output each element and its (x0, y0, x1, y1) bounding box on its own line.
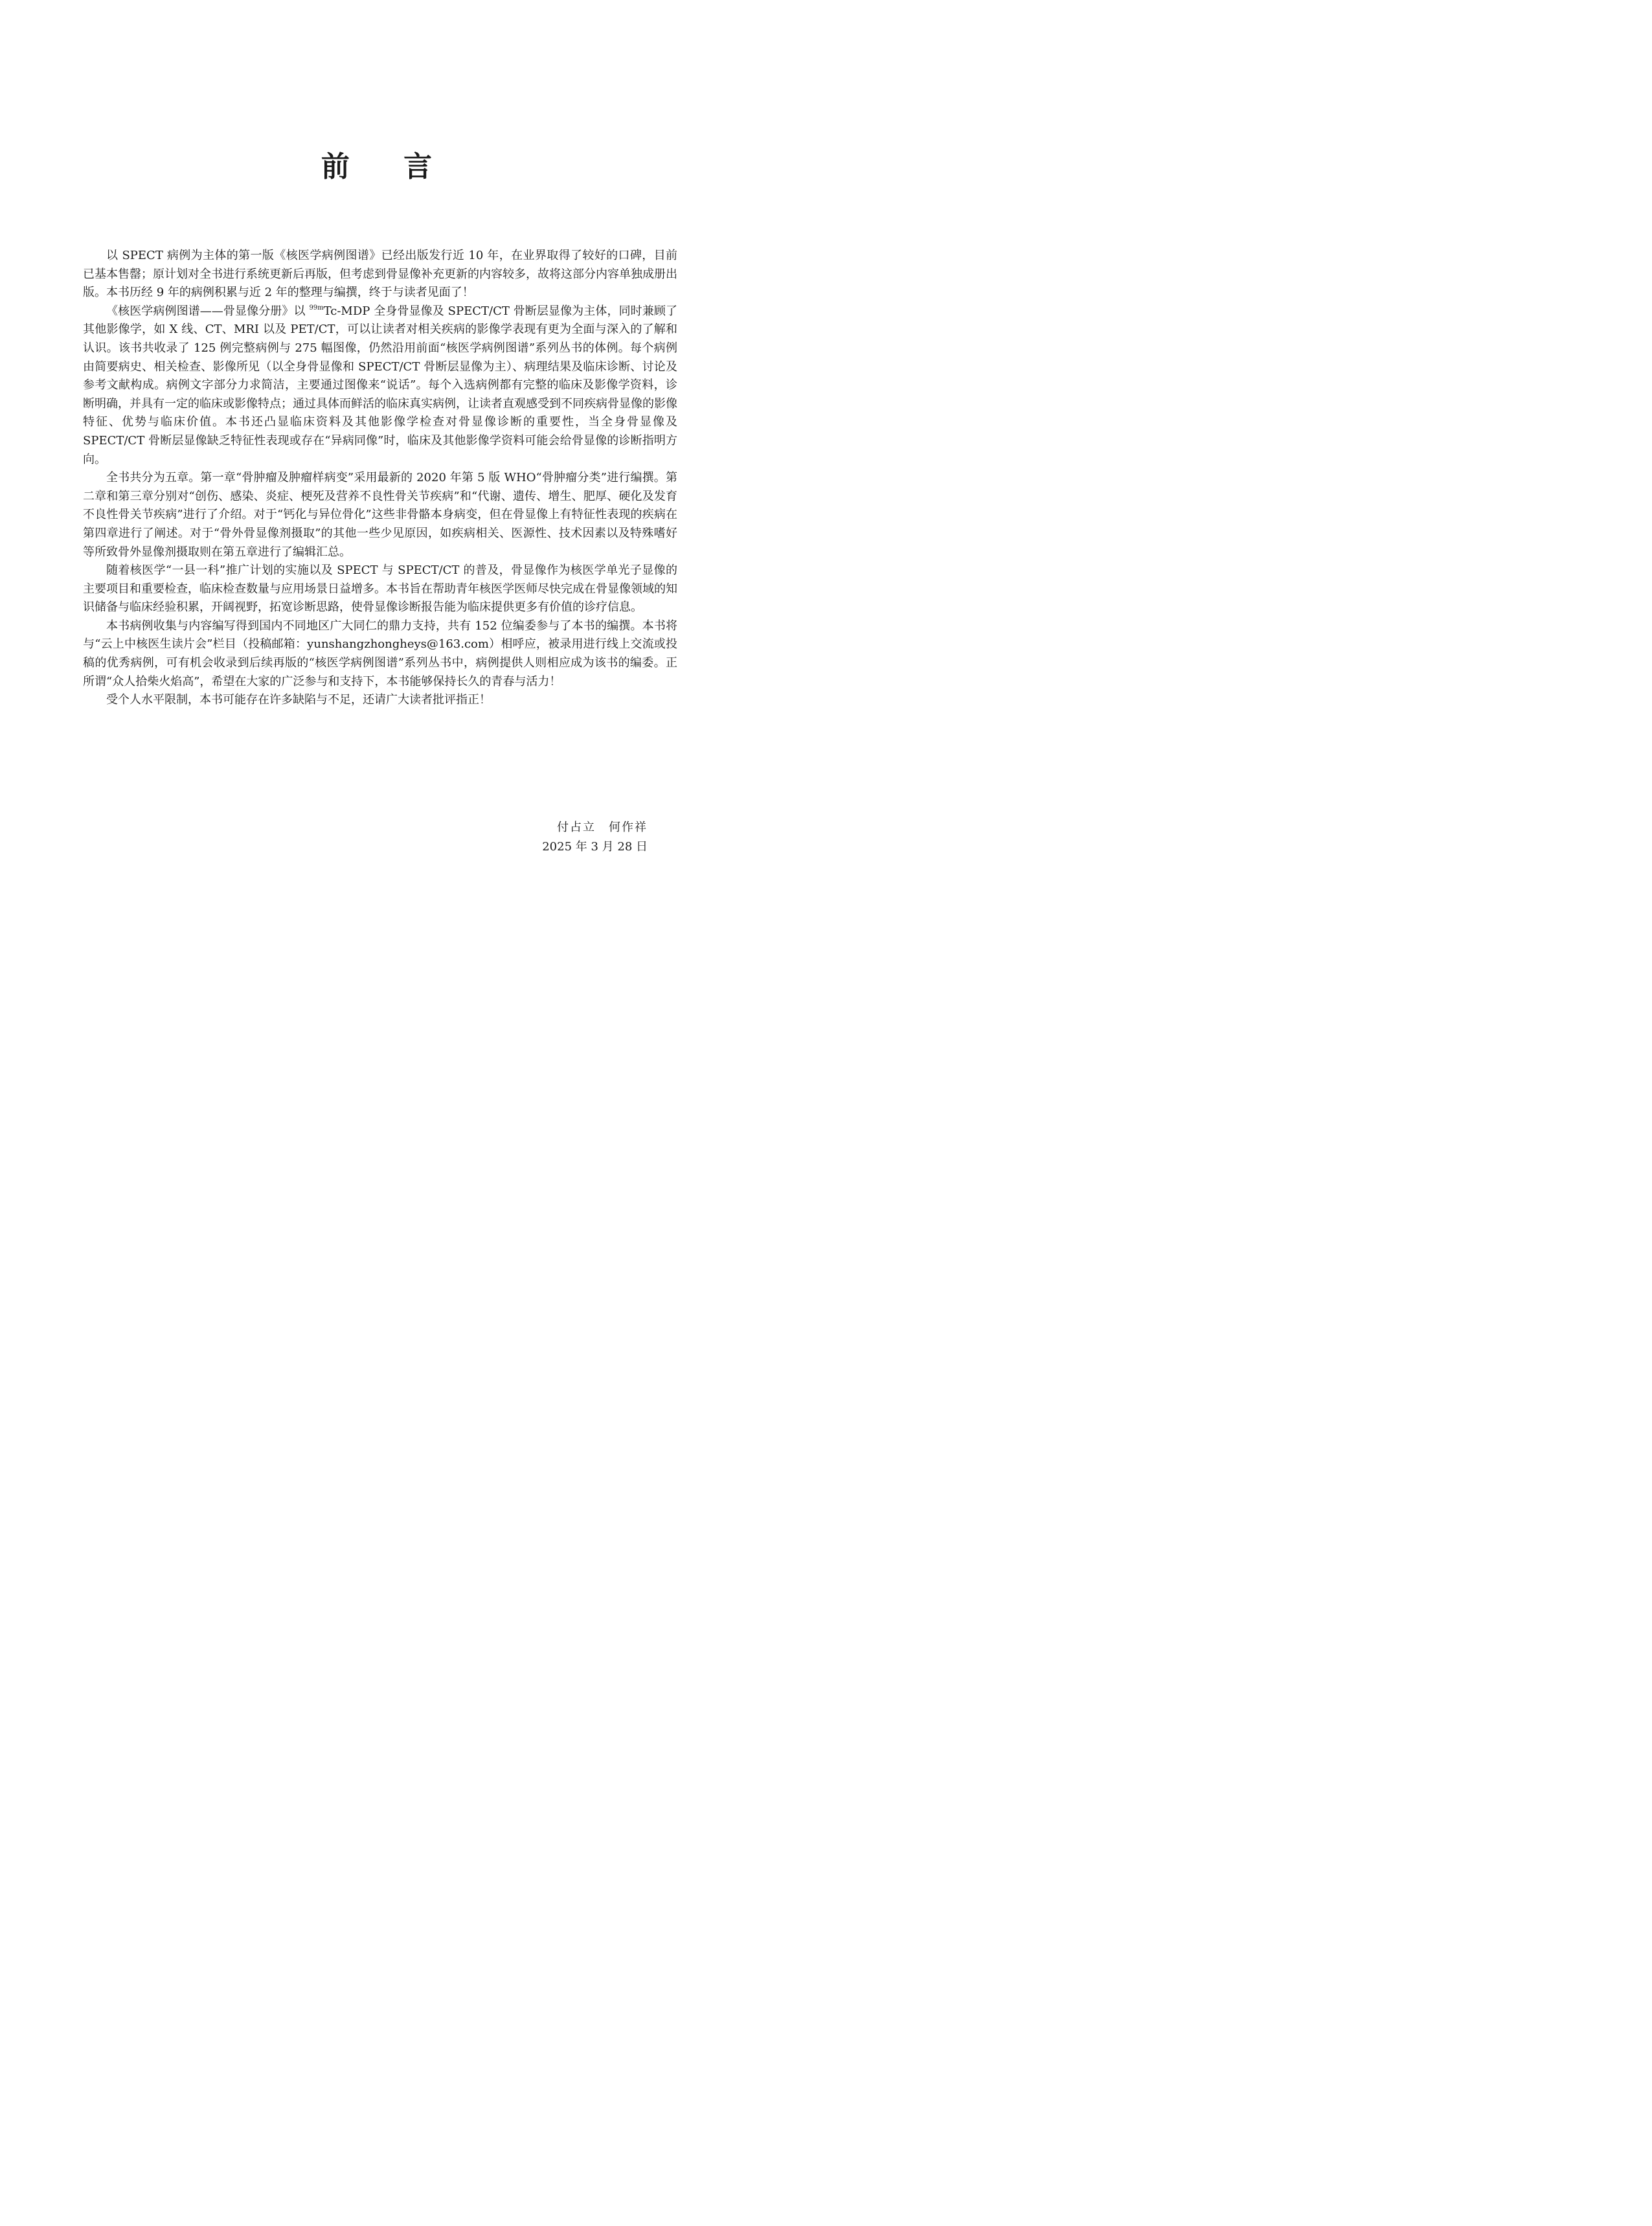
paragraph-2-rest: Tc-MDP 全身骨显像及 SPECT/CT 骨断层显像为主体，同时兼顾了其他影像学，如 X 线、CT、MRI 以及 PET/CT，可以让读者对相关疾病的影像学表现有更为全面与深入的了解和认识。该书共收录了 125 例完整病例与 275 幅图像，仍然沿用前面“核医学病例图谱”系列丛书的体例。每个病例由简要病史、相关检查、影像所见（以全身骨显像和 SPECT/CT 骨断层显像为主）、病理结果及临床诊断、讨论及参考文献构成。病例文字部分力求简洁，主要通过图像来“说话”。每个入选病例都有完整的临床及影像学资料，诊断明确，并具有一定的临床或影像特点；通过具体而鲜活的临床真实病例，让读者直观感受到不同疾病骨显像的影像特征、优势与临床价值。本书还凸显临床资料及其他影像学检查对骨显像诊断的重要性，当全身骨显像及 SPECT/CT 骨断层显像缺乏特征性表现或存在“异病同像”时，临床及其他影像学资料可能会给骨显像的诊断指明方向。 (83, 304, 677, 466)
paragraph-2-lead: 《核医学病例图谱——骨显像分册》以 (106, 304, 310, 318)
preface-body (83, 247, 677, 710)
page-title: 前 言 (321, 150, 455, 183)
paragraph-1: 以 SPECT 病例为主体的第一版《核医学病例图谱》已经出版发行近 10 年，在业界取得了较好的口碑，目前已基本售罄；原计划对全书进行系统更新后再版，但考虑到骨显像补充更新的内容较多，故将这部分内容单独成册出版。本书历经 9 年的病例积累与近 2 年的整理与编撰，终于与读者见面了！ (83, 249, 677, 300)
signature-block (531, 818, 648, 857)
paragraph-6: 受个人水平限制，本书可能存在许多缺陷与不足，还请广大读者批评指正！ (106, 693, 491, 707)
paragraph-5: 本书病例收集与内容编写得到国内不同地区广大同仁的鼎力支持，共有 152 位编委参与了本书的编撰。本书将与“云上中核医生读片会”栏目（投稿邮箱：yunshangzhongheys@163.com）相呼应，被录用进行线上交流或投稿的优秀病例，可有机会收录到后续再版的“核医学病例图谱”系列丛书中，病例提供人则相应成为该书的编委。正所谓“众人拾柴火焰高”，希望在大家的广泛参与和支持下，本书能够保持长久的青春与活力！ (83, 619, 677, 688)
paragraph-2 (83, 302, 677, 469)
paragraph-4: 随着核医学“一县一科”推广计划的实施以及 SPECT 与 SPECT/CT 的普及，骨显像作为核医学单光子显像的主要项目和重要检查，临床检查数量与应用场景日益增多。本书旨在帮助青年核医学医师尽快完成在骨显像领域的知识储备与临床经验积累，开阔视野，拓宽诊断思路，使骨显像诊断报告能为临床提供更多有价值的诊疗信息。 (83, 563, 677, 615)
isotope-superscript: 99m (309, 304, 324, 312)
preface-page (0, 0, 753, 1007)
signature-date: 2025 年 3 月 28 日 (542, 840, 648, 854)
paragraph-3: 全书共分为五章。第一章“骨肿瘤及肿瘤样病变”采用最新的 2020 年第 5 版 WHO“骨肿瘤分类”进行编撰。第二章和第三章分别对“创伤、感染、炎症、梗死及营养不良性骨关节疾病”和“代谢、遗传、增生、肥厚、硬化及发育不良性骨关节疾病”进行了介绍。对于“钙化与异位骨化”这些非骨骼本身病变，但在骨显像上有特征性表现的疾病在第四章进行了阐述。对于“骨外骨显像剂摄取”的其他一些少见原因，如疾病相关、医源性、技术因素以及特殊嗜好等所致骨外显像剂摄取则在第五章进行了编辑汇总。 (83, 471, 677, 559)
author-names: 付占立 何作祥 (557, 821, 648, 834)
